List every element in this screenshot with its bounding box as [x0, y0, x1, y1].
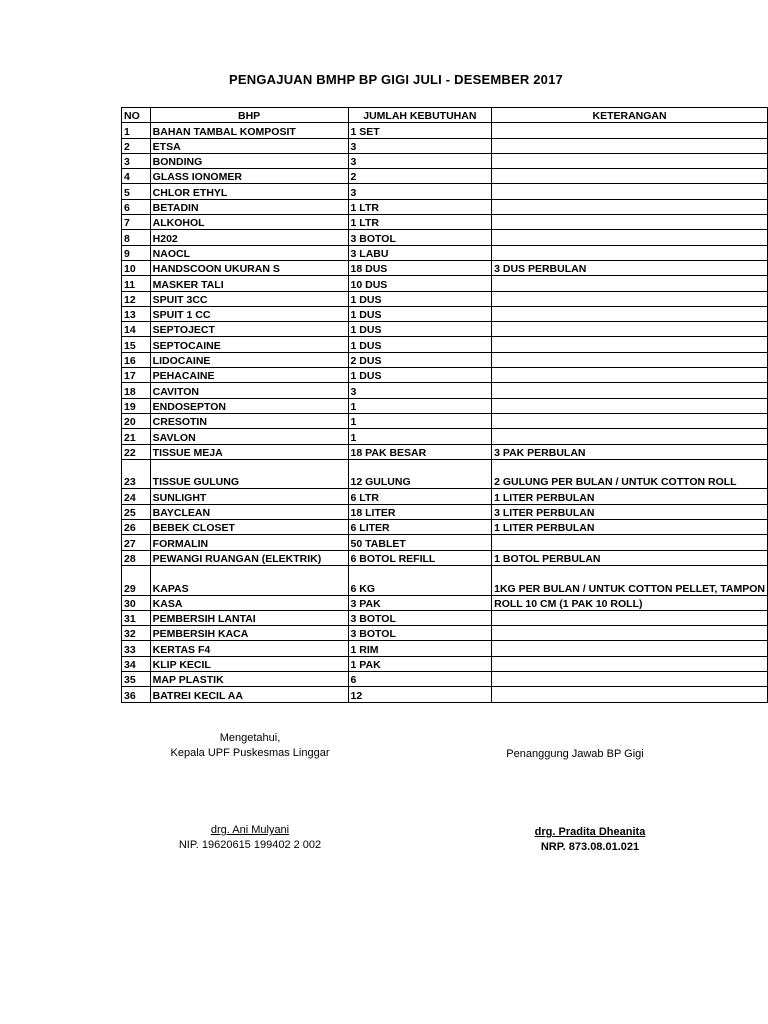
header-bhp: BHP	[150, 108, 348, 123]
cell-jumlah: 18 PAK BESAR	[348, 444, 492, 459]
cell-keterangan	[492, 383, 768, 398]
cell-bhp: BETADIN	[150, 199, 348, 214]
document-title: PENGAJUAN BMHP BP GIGI JULI - DESEMBER 2017	[229, 72, 563, 87]
table-header-row	[122, 108, 768, 123]
cell-no: 35	[122, 671, 151, 686]
cell-no: 26	[122, 520, 151, 535]
cell-bhp: CAVITON	[150, 383, 348, 398]
cell-no: 31	[122, 610, 151, 625]
cell-keterangan	[492, 535, 768, 550]
header-jumlah: JUMLAH KEBUTUHAN	[348, 108, 492, 123]
cell-jumlah: 1 DUS	[348, 368, 492, 383]
cell-keterangan: 1 LITER PERBULAN	[492, 520, 768, 535]
cell-no: 17	[122, 368, 151, 383]
table-row	[122, 550, 768, 565]
table-row	[122, 138, 768, 153]
cell-jumlah: 18 DUS	[348, 260, 492, 275]
cell-bhp: KAPAS	[150, 565, 348, 595]
cell-no: 30	[122, 595, 151, 610]
cell-keterangan	[492, 641, 768, 656]
cell-bhp: BATREI KECIL AA	[150, 687, 348, 702]
cell-keterangan: 3 PAK PERBULAN	[492, 444, 768, 459]
signature-right-block	[490, 747, 660, 762]
cell-jumlah: 3 LABU	[348, 245, 492, 260]
cell-jumlah: 6 LITER	[348, 520, 492, 535]
cell-bhp: ALKOHOL	[150, 215, 348, 230]
cell-bhp: TISSUE GULUNG	[150, 459, 348, 489]
cell-keterangan	[492, 429, 768, 444]
cell-no: 2	[122, 138, 151, 153]
cell-jumlah: 2	[348, 169, 492, 184]
cell-jumlah: 1 DUS	[348, 322, 492, 337]
left-position-label: Kepala UPF Puskesmas Linggar	[170, 747, 330, 759]
right-signatory-nrp: NRP. 873.08.01.021	[540, 841, 640, 853]
cell-keterangan	[492, 398, 768, 413]
header-keterangan: KETERANGAN	[492, 108, 768, 123]
cell-keterangan	[492, 184, 768, 199]
table-row	[122, 459, 768, 489]
cell-no: 20	[122, 413, 151, 428]
cell-keterangan	[492, 153, 768, 168]
cell-no: 33	[122, 641, 151, 656]
cell-jumlah: 6 KG	[348, 565, 492, 595]
cell-keterangan: 3 LITER PERBULAN	[492, 504, 768, 519]
cell-bhp: PEMBERSIH KACA	[150, 626, 348, 641]
cell-jumlah: 1 LTR	[348, 215, 492, 230]
cell-keterangan	[492, 215, 768, 230]
cell-keterangan: 1 LITER PERBULAN	[492, 489, 768, 504]
cell-jumlah: 2 DUS	[348, 352, 492, 367]
cell-jumlah: 3 PAK	[348, 595, 492, 610]
cell-no: 24	[122, 489, 151, 504]
table-row	[122, 413, 768, 428]
cell-bhp: CRESOTIN	[150, 413, 348, 428]
cell-no: 36	[122, 687, 151, 702]
cell-no: 28	[122, 550, 151, 565]
cell-bhp: SPUIT 1 CC	[150, 306, 348, 321]
cell-keterangan: 3 DUS PERBULAN	[492, 260, 768, 275]
cell-keterangan	[492, 368, 768, 383]
cell-jumlah: 1 RIM	[348, 641, 492, 656]
table-row	[122, 260, 768, 275]
table-row	[122, 230, 768, 245]
right-position-label: Penanggung Jawab BP Gigi	[506, 748, 644, 760]
cell-bhp: MASKER TALI	[150, 276, 348, 291]
table-row	[122, 429, 768, 444]
cell-no: 12	[122, 291, 151, 306]
cell-bhp: SEPTOJECT	[150, 322, 348, 337]
table-row	[122, 215, 768, 230]
table-row	[122, 291, 768, 306]
cell-bhp: BEBEK CLOSET	[150, 520, 348, 535]
cell-no: 13	[122, 306, 151, 321]
signature-left-block	[150, 731, 350, 761]
cell-no: 14	[122, 322, 151, 337]
table-row	[122, 641, 768, 656]
cell-jumlah: 1 LTR	[348, 199, 492, 214]
table-row	[122, 520, 768, 535]
left-signatory-name: drg. Ani Mulyani	[210, 824, 290, 836]
table-row	[122, 306, 768, 321]
cell-no: 25	[122, 504, 151, 519]
table-row	[122, 368, 768, 383]
cell-no: 34	[122, 656, 151, 671]
cell-keterangan	[492, 626, 768, 641]
table-row	[122, 199, 768, 214]
cell-bhp: GLASS IONOMER	[150, 169, 348, 184]
cell-keterangan	[492, 413, 768, 428]
cell-keterangan	[492, 352, 768, 367]
table-row	[122, 398, 768, 413]
cell-jumlah: 3	[348, 184, 492, 199]
table-row	[122, 444, 768, 459]
cell-no: 8	[122, 230, 151, 245]
table-row	[122, 169, 768, 184]
cell-no: 4	[122, 169, 151, 184]
cell-keterangan	[492, 610, 768, 625]
cell-no: 22	[122, 444, 151, 459]
cell-bhp: PEWANGI RUANGAN (ELEKTRIK)	[150, 550, 348, 565]
cell-jumlah: 50 TABLET	[348, 535, 492, 550]
signature-right-name-block	[505, 825, 675, 855]
cell-no: 11	[122, 276, 151, 291]
cell-keterangan	[492, 337, 768, 352]
cell-bhp: FORMALIN	[150, 535, 348, 550]
cell-keterangan	[492, 138, 768, 153]
cell-no: 18	[122, 383, 151, 398]
cell-bhp: LIDOCAINE	[150, 352, 348, 367]
table-row	[122, 687, 768, 702]
table-row	[122, 504, 768, 519]
cell-keterangan	[492, 230, 768, 245]
cell-bhp: PEHACAINE	[150, 368, 348, 383]
cell-keterangan	[492, 291, 768, 306]
bhp-table	[121, 107, 768, 703]
cell-no: 3	[122, 153, 151, 168]
cell-jumlah: 3	[348, 383, 492, 398]
cell-jumlah: 1 DUS	[348, 337, 492, 352]
cell-jumlah: 3 BOTOL	[348, 610, 492, 625]
cell-keterangan: ROLL 10 CM (1 PAK 10 ROLL)	[492, 595, 768, 610]
table-row	[122, 595, 768, 610]
cell-bhp: TISSUE MEJA	[150, 444, 348, 459]
cell-jumlah: 3 BOTOL	[348, 230, 492, 245]
cell-no: 1	[122, 123, 151, 138]
cell-bhp: HANDSCOON UKURAN S	[150, 260, 348, 275]
cell-bhp: CHLOR ETHYL	[150, 184, 348, 199]
cell-no: 9	[122, 245, 151, 260]
cell-bhp: KERTAS F4	[150, 641, 348, 656]
cell-bhp: PEMBERSIH LANTAI	[150, 610, 348, 625]
table-row	[122, 123, 768, 138]
cell-jumlah: 12 GULUNG	[348, 459, 492, 489]
cell-keterangan	[492, 671, 768, 686]
table-body	[122, 123, 768, 702]
cell-no: 29	[122, 565, 151, 595]
cell-no: 32	[122, 626, 151, 641]
cell-keterangan: 1 BOTOL PERBULAN	[492, 550, 768, 565]
cell-no: 10	[122, 260, 151, 275]
cell-jumlah: 1 DUS	[348, 306, 492, 321]
cell-keterangan	[492, 169, 768, 184]
cell-jumlah: 18 LITER	[348, 504, 492, 519]
table-row	[122, 337, 768, 352]
cell-keterangan	[492, 276, 768, 291]
cell-jumlah: 12	[348, 687, 492, 702]
cell-jumlah: 3 BOTOL	[348, 626, 492, 641]
cell-keterangan: 2 GULUNG PER BULAN / UNTUK COTTON ROLL	[492, 459, 768, 489]
cell-bhp: KLIP KECIL	[150, 656, 348, 671]
table-row	[122, 184, 768, 199]
cell-jumlah: 1 SET	[348, 123, 492, 138]
cell-bhp: BONDING	[150, 153, 348, 168]
cell-keterangan	[492, 199, 768, 214]
cell-bhp: MAP PLASTIK	[150, 671, 348, 686]
cell-keterangan	[492, 687, 768, 702]
table-row	[122, 276, 768, 291]
cell-keterangan	[492, 322, 768, 337]
cell-bhp: SAVLON	[150, 429, 348, 444]
table-row	[122, 352, 768, 367]
cell-jumlah: 1	[348, 398, 492, 413]
table-row	[122, 626, 768, 641]
table-row	[122, 383, 768, 398]
signature-left-name-block	[150, 823, 350, 853]
cell-bhp: SPUIT 3CC	[150, 291, 348, 306]
cell-bhp: NAOCL	[150, 245, 348, 260]
table-row	[122, 610, 768, 625]
cell-no: 21	[122, 429, 151, 444]
cell-bhp: H202	[150, 230, 348, 245]
cell-bhp: BAYCLEAN	[150, 504, 348, 519]
cell-no: 7	[122, 215, 151, 230]
table-row	[122, 489, 768, 504]
cell-jumlah: 1	[348, 429, 492, 444]
cell-no: 23	[122, 459, 151, 489]
cell-keterangan	[492, 306, 768, 321]
cell-jumlah: 1 PAK	[348, 656, 492, 671]
table-row	[122, 565, 768, 595]
right-signatory-name: drg. Pradita Dheanita	[534, 826, 646, 838]
cell-jumlah: 3	[348, 153, 492, 168]
cell-no: 19	[122, 398, 151, 413]
cell-jumlah: 6 LTR	[348, 489, 492, 504]
table-row	[122, 535, 768, 550]
cell-bhp: BAHAN TAMBAL KOMPOSIT	[150, 123, 348, 138]
cell-keterangan	[492, 656, 768, 671]
cell-bhp: SUNLIGHT	[150, 489, 348, 504]
table-row	[122, 322, 768, 337]
cell-no: 16	[122, 352, 151, 367]
acknowledge-label: Mengetahui,	[219, 732, 281, 744]
cell-jumlah: 3	[348, 138, 492, 153]
cell-bhp: ENDOSEPTON	[150, 398, 348, 413]
cell-jumlah: 6	[348, 671, 492, 686]
cell-keterangan	[492, 123, 768, 138]
table-row	[122, 671, 768, 686]
cell-no: 15	[122, 337, 151, 352]
table-row	[122, 153, 768, 168]
cell-jumlah: 6 BOTOL REFILL	[348, 550, 492, 565]
left-signatory-nip: NIP. 19620615 199402 2 002	[178, 839, 322, 851]
cell-jumlah: 1 DUS	[348, 291, 492, 306]
cell-bhp: KASA	[150, 595, 348, 610]
cell-jumlah: 10 DUS	[348, 276, 492, 291]
header-no: NO	[122, 108, 151, 123]
cell-keterangan	[492, 245, 768, 260]
cell-no: 27	[122, 535, 151, 550]
cell-no: 5	[122, 184, 151, 199]
cell-bhp: ETSA	[150, 138, 348, 153]
table-row	[122, 245, 768, 260]
cell-keterangan: 1KG PER BULAN / UNTUK COTTON PELLET, TAMPON	[492, 565, 768, 595]
cell-jumlah: 1	[348, 413, 492, 428]
table-row	[122, 656, 768, 671]
cell-no: 6	[122, 199, 151, 214]
cell-bhp: SEPTOCAINE	[150, 337, 348, 352]
